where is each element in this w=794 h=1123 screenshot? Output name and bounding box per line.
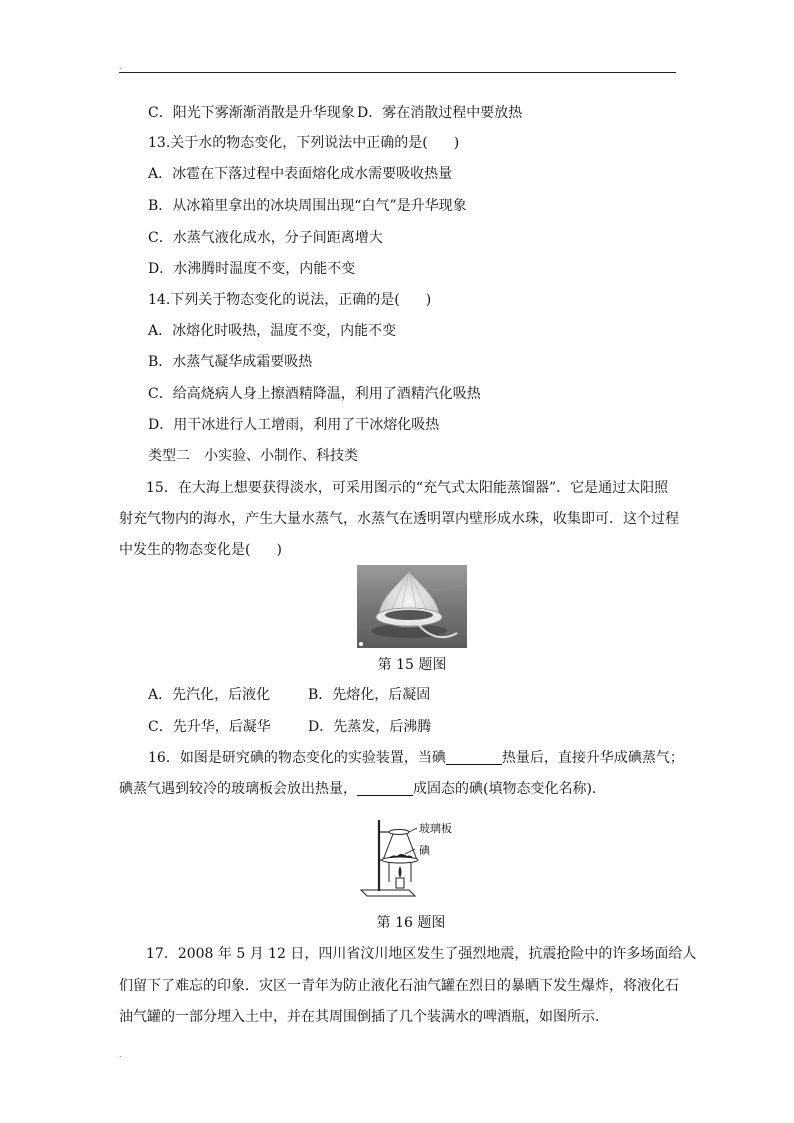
solar-still-photo: [357, 565, 467, 648]
q14-stem-close: ): [425, 292, 432, 308]
q15-stem-line3: [119, 541, 282, 559]
footer-dot: .: [119, 1050, 122, 1059]
q17-stem-line2: 们留下了难忘的印象．灾区一青年为防止液化石油气罐在烈日的暴晒下发生爆炸，将液化石: [119, 978, 679, 994]
q14-stem: [148, 291, 431, 309]
q16-blank-1: [446, 750, 502, 765]
q16-stem-line1: [148, 749, 684, 767]
q13-stem-close: ): [453, 135, 460, 151]
q12-option-c: C．阳光下雾渐渐消散是升华现象: [148, 105, 355, 121]
q15-option-d: D．先蒸发，后沸腾: [308, 719, 432, 735]
q13-option-d: D．水沸腾时温度不变，内能不变: [148, 261, 356, 277]
q13-stem-text: 13.关于水的物态变化，下列说法中正确的是(: [148, 135, 428, 151]
q14-stem-text: 14.下列关于物态变化的说法，正确的是(: [148, 292, 400, 308]
q15-stem-text: 中发生的物态变化是(: [119, 542, 251, 558]
header-dot: .: [119, 62, 122, 71]
q15-option-c: C．先升华，后凝华: [148, 719, 271, 735]
q14-option-c: C．给高烧病人身上擦酒精降温，利用了酒精汽化吸热: [148, 386, 481, 402]
q15-stem-line1: 15．在大海上想要获得淡水，可采用图示的“充气式太阳能蒸馏器”．它是通过太阳照: [146, 480, 669, 496]
q14-option-d: D．用干冰进行人工增雨，利用了干冰熔化吸热: [148, 417, 440, 433]
iodine-apparatus-diagram: [355, 816, 465, 900]
q16-stem-part2: 热量后，直接升华成碘蒸气；: [501, 750, 684, 766]
q13-option-c: C．水蒸气液化成水，分子间距离增大: [148, 230, 383, 246]
q17-stem-line1: 17．2008 年 5 月 12 日，四川省汶川地区发生了强烈地震，抗震抢险中的许多场面给人: [146, 946, 697, 962]
fig16-caption: 第 16 题图: [376, 915, 446, 931]
q15-stem-close: ): [276, 542, 282, 558]
q15-stem-line2: 射充气物内的海水，产生大量水蒸气，水蒸气在透明罩内壁形成水珠，收集即可．这个过程: [119, 511, 679, 527]
q12-option-d: D．雾在消散过程中要放热: [357, 105, 523, 121]
q14-option-a: A．冰熔化时吸热，温度不变，内能不变: [148, 323, 397, 339]
glass-plate-label: 玻璃板: [419, 822, 452, 835]
q14-option-b: B．水蒸气凝华成霜要吸热: [148, 354, 313, 370]
q16-stem-part3: 碘蒸气遇到较冷的玻璃板会放出热量，: [119, 781, 357, 797]
q17-stem-line3: 油气罐的一部分埋入土中，并在其周围倒插了几个装满水的啤酒瓶，如图所示．: [119, 1009, 609, 1025]
section-heading: 类型二 小实验、小制作、科技类: [148, 448, 358, 464]
q15-option-b: B．先熔化，后凝固: [308, 687, 431, 703]
q16-blank-2: [357, 781, 413, 796]
fig15-caption: 第 15 题图: [377, 657, 447, 673]
q13-option-b: B．从冰箱里拿出的冰块周围出现“白气”是升华现象: [148, 198, 467, 214]
q13-option-a: A．冰雹在下落过程中表面熔化成水需要吸收热量: [148, 166, 453, 182]
q13-stem: [148, 134, 459, 152]
q16-stem-line2: [119, 780, 606, 798]
header-rule: [119, 72, 676, 73]
q16-stem-part4: 成固态的碘(填物态变化名称)．: [413, 781, 606, 797]
iodine-label: 碘: [419, 844, 430, 857]
q15-option-a: A．先汽化，后液化: [148, 687, 271, 703]
q16-stem-part1: 16．如图是研究碘的物态变化的实验装置，当碘: [148, 750, 446, 766]
